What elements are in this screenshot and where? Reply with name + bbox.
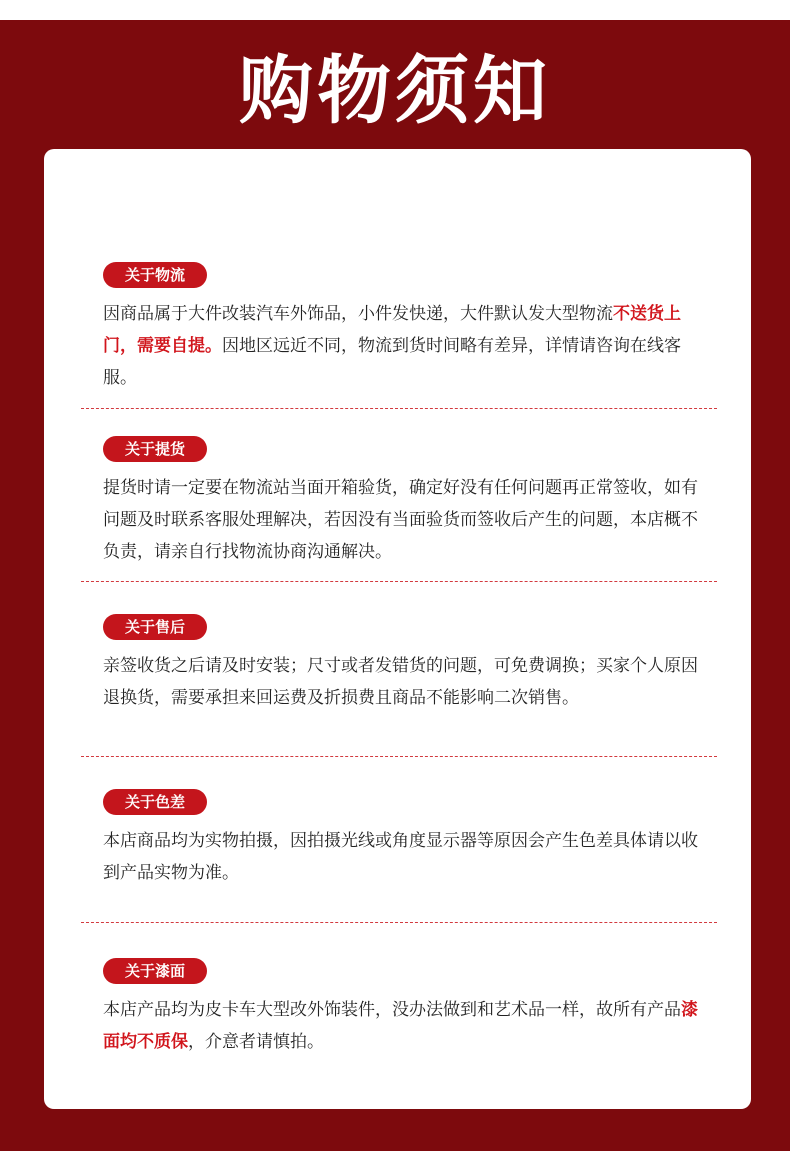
paint-text	[103, 994, 713, 1058]
paint-text-part1: 本店产品均为皮卡车大型改外饰装件，没办法做到和艺术品一样，故所有产品	[103, 1000, 681, 1020]
section-after-sales	[103, 614, 723, 714]
divider-1	[81, 408, 717, 409]
logistics-highlight: 不送货上门，需要自提。	[103, 304, 681, 356]
pickup-text: 提货时请一定要在物流站当面开箱验货，确定好没有任何问题再正常签收，如有问题及时联系客服处理解决，若因没有当面验货而签收后产生的问题，本店概不负责，请亲自行找物流协商沟通解决。	[103, 478, 698, 562]
badge-color: 关于色差	[103, 789, 207, 815]
section-pickup	[103, 436, 723, 568]
page-title: 购物须知	[239, 48, 551, 134]
logistics-text-part2: 因地区远近不同，物流到货时间略有差异，详情请咨询在线客服。	[103, 336, 681, 388]
paint-text-part2: ，介意者请慎拍。	[188, 1032, 324, 1052]
logistics-text-part1: 因商品属于大件改装汽车外饰品，小件发快递，大件默认发大型物流	[103, 304, 613, 324]
badge-paint: 关于漆面	[103, 958, 207, 984]
section-paint	[103, 958, 723, 1058]
color-text: 本店商品均为实物拍摄，因拍摄光线或角度显示器等原因会产生色差具体请以收到产品实物为准。	[103, 831, 698, 883]
badge-logistics: 关于物流	[103, 262, 207, 288]
badge-after-sales: 关于售后	[103, 614, 207, 640]
section-color	[103, 789, 723, 889]
badge-pickup: 关于提货	[103, 436, 207, 462]
section-logistics	[103, 262, 723, 394]
divider-2	[81, 581, 717, 582]
logistics-text	[103, 298, 713, 394]
divider-4	[81, 922, 717, 923]
top-strip	[0, 0, 790, 20]
notice-card	[44, 149, 751, 1109]
after-sales-text: 亲签收货之后请及时安装；尺寸或者发错货的问题，可免费调换；买家个人原因退换货，需要承担来回运费及折损费且商品不能影响二次销售。	[103, 656, 698, 708]
paint-highlight: 漆面均不质保	[103, 1000, 698, 1052]
divider-3	[81, 756, 717, 757]
